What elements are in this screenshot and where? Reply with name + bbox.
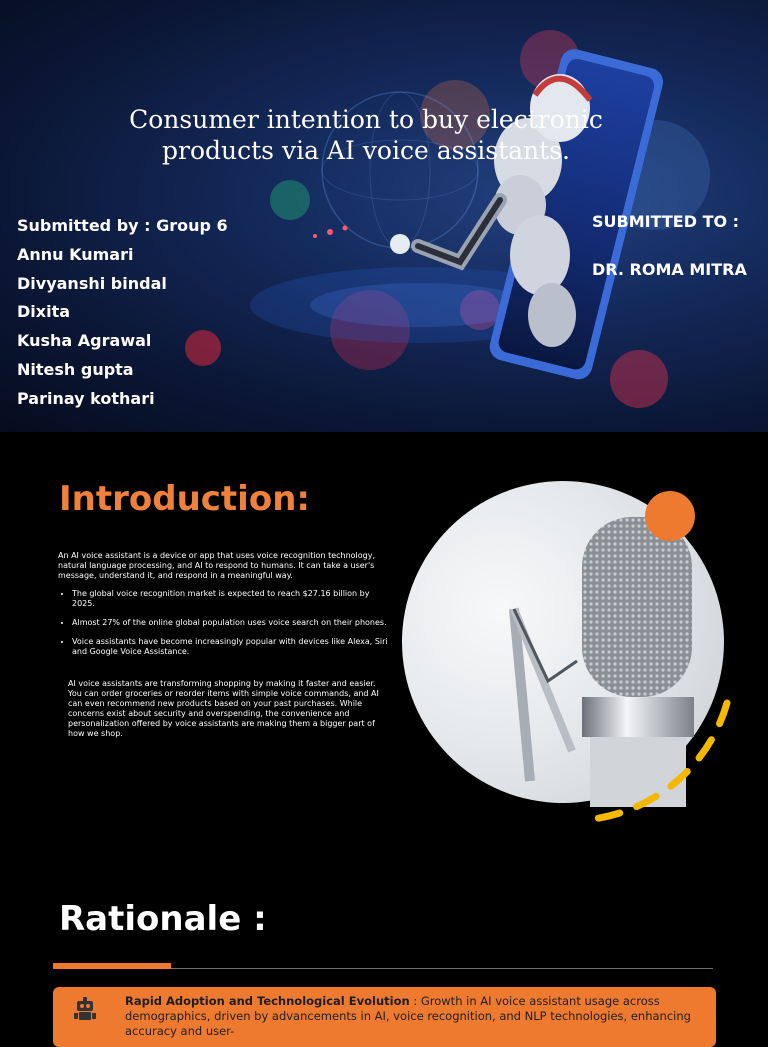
introduction-slide (0, 435, 768, 1038)
member-name: Annu Kumari (17, 244, 134, 264)
robot-icon (73, 997, 97, 1023)
member-name: Kusha Agrawal (17, 331, 152, 351)
list-item: • The global voice recognition market is expected to reach $27.16 billion by 2025. (72, 589, 388, 609)
submitted-by-label: Submitted by : Group 6 (17, 216, 228, 235)
list-item: • Almost 27% of the online global population uses voice search on their phones. (72, 618, 388, 628)
rationale-card-heading: Rapid Adoption and Technological Evolution (125, 994, 410, 1008)
rationale-card (53, 987, 716, 1047)
member-name: Divyanshi bindal (17, 273, 167, 293)
list-item: • Voice assistants have become increasingly popular with devices like Alexa, Siri and Google Voice Assistance. (72, 637, 388, 657)
submitted-to-label: SUBMITTED TO : (592, 212, 740, 231)
member-name: Nitesh gupta (17, 359, 134, 379)
intro-closing-paragraph: AI voice assistants are transforming shopping by making it faster and easier. You can order groceries or reorder items with simple voice commands, and AI can even recommend new products based on your past purchases. While concerns exist about security and overspending, the convenience and personalization offered by voice assistants are making them a bigger part of how we shop. (68, 679, 379, 738)
submitted-by-list (17, 212, 228, 414)
presentation-title: Consumer intention to buy electronic products via AI voice assistants. (129, 105, 603, 165)
rationale-card-text (125, 994, 703, 1039)
member-name: Parinay kothari (17, 388, 155, 408)
introduction-heading: Introduction: (59, 479, 310, 519)
accent-underline (53, 963, 171, 969)
member-name: Dixita (17, 302, 71, 322)
submitted-to-name: DR. ROMA MITRA (592, 260, 747, 279)
title-slide (0, 0, 768, 432)
intro-paragraph: An AI voice assistant is a device or app that uses voice recognition technology, natural language processing, and AI to respond to humans. It can take a user's message, understand it, and respond in a meaningful way. (58, 551, 376, 580)
rationale-card-body: : Growth in AI voice assistant usage across demographics, driven by advancements in AI, voice recognition, and NLP technologies, enhancing accuracy and user- (125, 994, 691, 1038)
rationale-heading: Rationale : (59, 899, 267, 939)
